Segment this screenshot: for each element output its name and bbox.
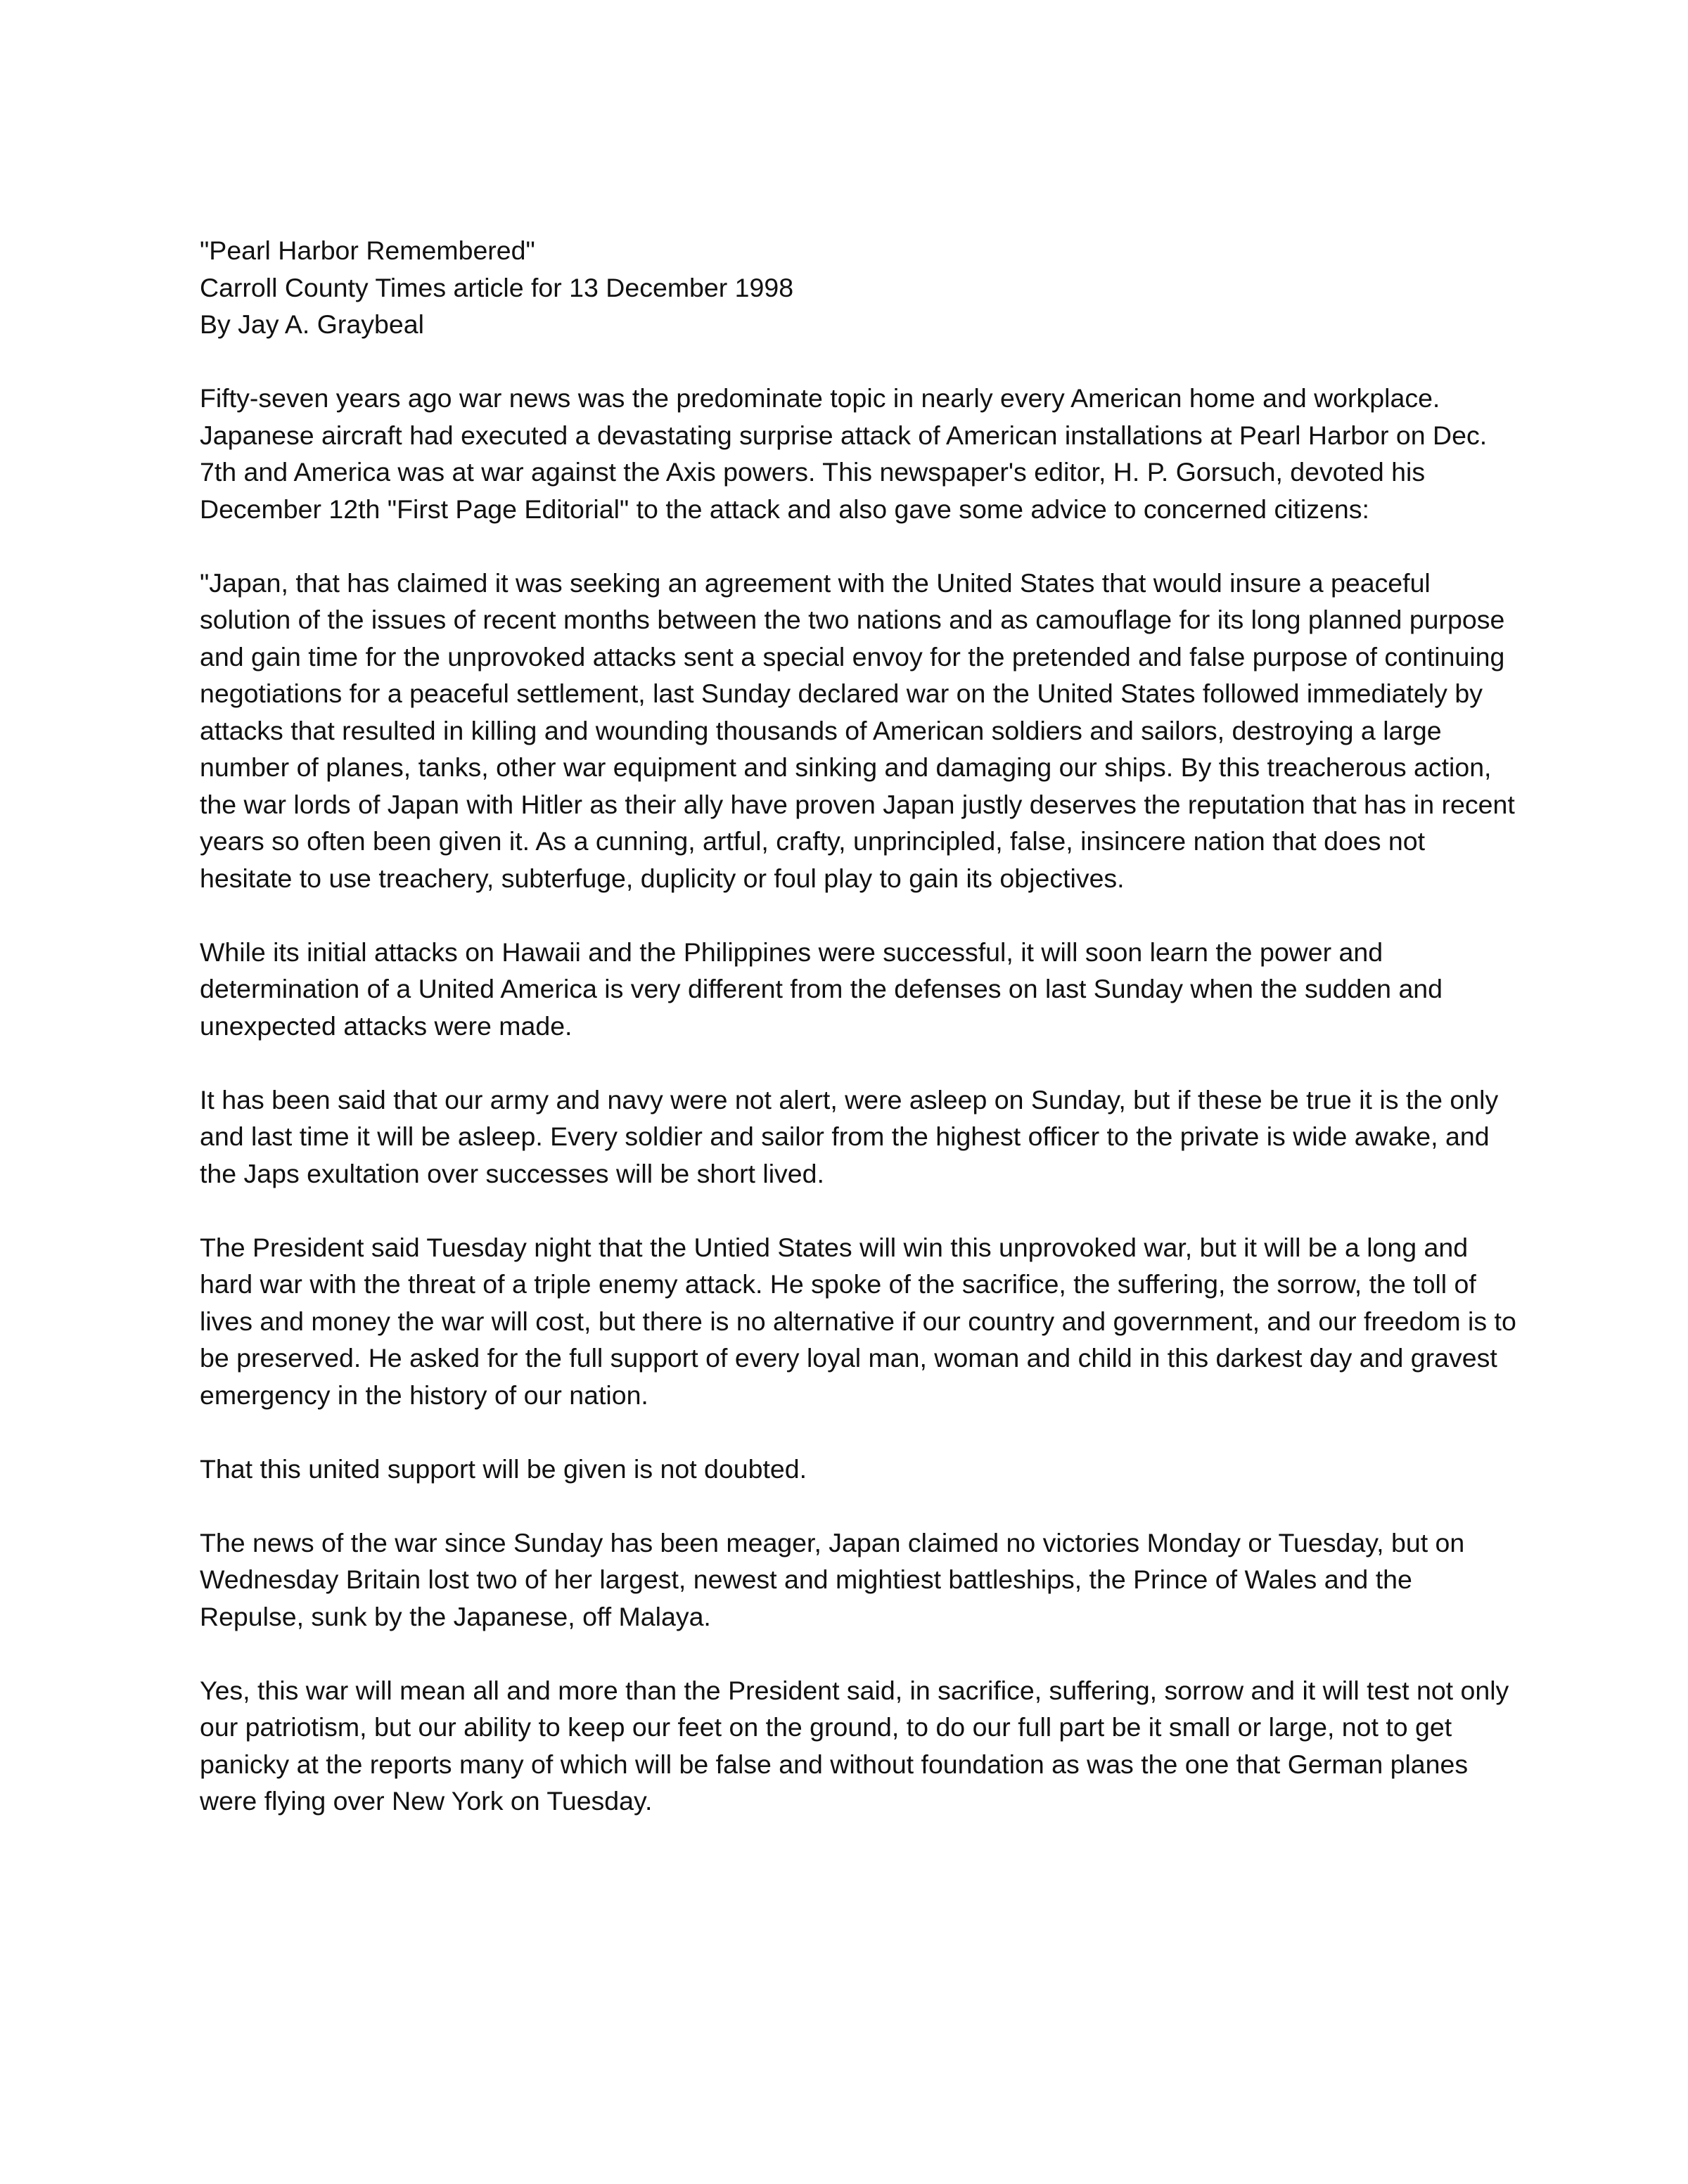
paragraph-president: The President said Tuesday night that the Untied States will win this unprovoked war, but it will be a long and hard war with the threat of a triple enemy attack. He spoke of the sacrifice, the suffering, the sorrow, the toll of lives and money the war will cost, but there is no alternative if our country and government, and our freedom is to be preserved. He asked for the full support of every loyal man, woman and child in this darkest day and gravest emergency in the history of our nation.: [200, 1232, 1516, 1410]
paragraph-initial-attacks: While its initial attacks on Hawaii and the Philippines were successful, it will soon learn the power and determination of a United America is very different from the defenses on last Sunday when the sudden and unexpected attacks were made.: [200, 937, 1443, 1041]
article-header: [200, 232, 1522, 343]
article-byline: By Jay A. Graybeal: [200, 309, 424, 339]
paragraph-army-navy: It has been said that our army and navy were not alert, were asleep on Sunday, but if these be true it is the only and last time it will be asleep. Every soldier and sailor from the highest officer to the private is wide awake, and the Japs exultation over successes will be short lived.: [200, 1084, 1499, 1188]
paragraph-conclusion: Yes, this war will mean all and more than the President said, in sacrifice, suffering, sorrow and it will test not only our patriotism, but our ability to keep our feet on the ground, to do our full part be it small or large, not to get panicky at the reports many of which will be false and without foundation as was the one that German planes were flying over New York on Tuesday.: [200, 1675, 1509, 1816]
article-source: Carroll County Times article for 13 December 1998: [200, 272, 794, 302]
paragraph-intro: Fifty-seven years ago war news was the predominate topic in nearly every American home and workplace. Japanese aircraft had executed a devastating surprise attack of American installations at Pearl Harbor on Dec. 7th and America was at war against the Axis powers. This newspaper's editor, H. P. Gorsuch, devoted his December 12th "First Page Editorial" to the attack and also gave some advice to concerned citizens:: [200, 383, 1488, 524]
paragraph-editorial-quote: "Japan, that has claimed it was seeking an agreement with the United States that would insure a peaceful solution of the issues of recent months between the two nations and as camouflage for its long planned purpose and gain time for the unprovoked attacks sent a special envoy for the pretended and false purpose of continuing negotiations for a peaceful settlement, last Sunday declared war on the United States followed immediately by attacks that resulted in killing and wounding thousands of American soldiers and sailors, destroying a large number of planes, tanks, other war equipment and sinking and damaging our ships. By this treacherous action, the war lords of Japan with Hitler as their ally have proven Japan justly deserves the reputation that has in recent years so often been given it. As a cunning, artful, crafty, unprincipled, false, insincere nation that does not hesitate to use treachery, subterfuge, duplicity or foul play to gain its objectives.: [200, 567, 1515, 893]
paragraph-united-support: That this united support will be given is not doubted.: [200, 1453, 807, 1484]
article-title: "Pearl Harbor Remembered": [200, 236, 535, 265]
document-page: [200, 232, 1522, 1820]
paragraph-war-news: The news of the war since Sunday has been meager, Japan claimed no victories Monday or Tuesday, but on Wednesday Britain lost two of her largest, newest and mightiest battleships, the Prince of Wales and the Repulse, sunk by the Japanese, off Malaya.: [200, 1527, 1465, 1631]
